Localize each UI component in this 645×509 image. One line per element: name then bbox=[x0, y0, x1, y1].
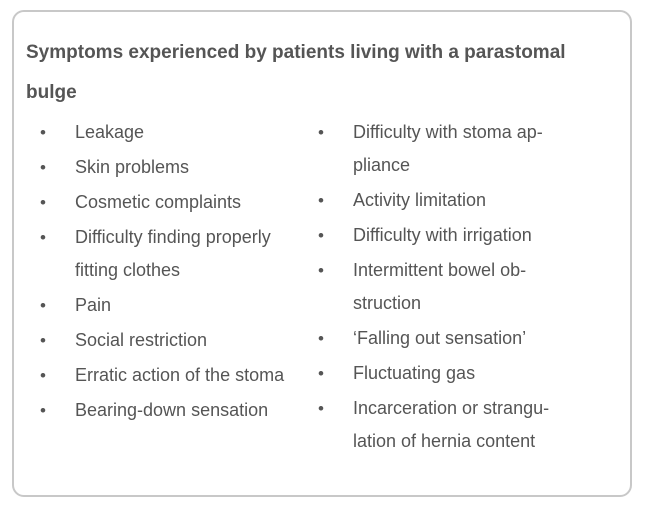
bullet-icon: • bbox=[318, 191, 324, 210]
bullet-icon: • bbox=[40, 158, 46, 177]
list-item-text: Erratic action of the stoma bbox=[75, 365, 285, 385]
box-title: Symptoms experienced by patients living with a parastomal bulge bbox=[26, 42, 566, 103]
list-item-text: Leakage bbox=[75, 122, 145, 142]
list-item bbox=[318, 219, 580, 252]
bullet-icon: • bbox=[318, 399, 324, 418]
bullet-icon: • bbox=[318, 123, 324, 142]
list-item-text: Skin problems bbox=[75, 157, 190, 177]
bullet-icon: • bbox=[40, 331, 46, 350]
list-item bbox=[40, 221, 302, 287]
list-item bbox=[40, 394, 302, 427]
list-item-text: Difficulty with stoma ap-pliance bbox=[353, 122, 543, 175]
list-item bbox=[318, 184, 580, 217]
bullet-icon: • bbox=[318, 329, 324, 348]
list-item-text: Pain bbox=[75, 295, 112, 315]
list-item-text: Difficulty finding properly fitting clothes bbox=[75, 227, 271, 280]
list-item-text: Cosmetic complaints bbox=[75, 192, 242, 212]
bullet-icon: • bbox=[40, 228, 46, 247]
list-item-text: Intermittent bowel ob-struction bbox=[353, 260, 527, 313]
list-item-text: Incarceration or strangu-lation of hernia content bbox=[353, 398, 550, 451]
list-item bbox=[40, 324, 302, 357]
symptom-list-right bbox=[318, 116, 580, 460]
list-item-text: Activity limitation bbox=[353, 190, 487, 210]
list-item bbox=[318, 116, 580, 182]
bullet-icon: • bbox=[40, 366, 46, 385]
list-item bbox=[40, 116, 302, 149]
list-item bbox=[318, 392, 580, 458]
list-item-text: Difficulty with irrigation bbox=[353, 225, 532, 245]
bullet-icon: • bbox=[318, 261, 324, 280]
list-item bbox=[40, 186, 302, 219]
bullet-icon: • bbox=[40, 401, 46, 420]
list-item-text: Social restriction bbox=[75, 330, 208, 350]
bullet-icon: • bbox=[318, 364, 324, 383]
list-item-text: ‘Falling out sensation’ bbox=[353, 328, 527, 348]
list-item bbox=[40, 289, 302, 322]
list-item bbox=[40, 151, 302, 184]
list-item bbox=[318, 322, 580, 355]
list-item bbox=[40, 359, 302, 392]
list-item bbox=[318, 254, 580, 320]
list-item-text: Bearing-down sensation bbox=[75, 400, 269, 420]
symptom-list-left bbox=[40, 116, 302, 429]
bullet-icon: • bbox=[40, 123, 46, 142]
list-item bbox=[318, 357, 580, 390]
bullet-icon: • bbox=[40, 193, 46, 212]
bullet-icon: • bbox=[318, 226, 324, 245]
list-item-text: Fluctuating gas bbox=[353, 363, 476, 383]
bullet-icon: • bbox=[40, 296, 46, 315]
